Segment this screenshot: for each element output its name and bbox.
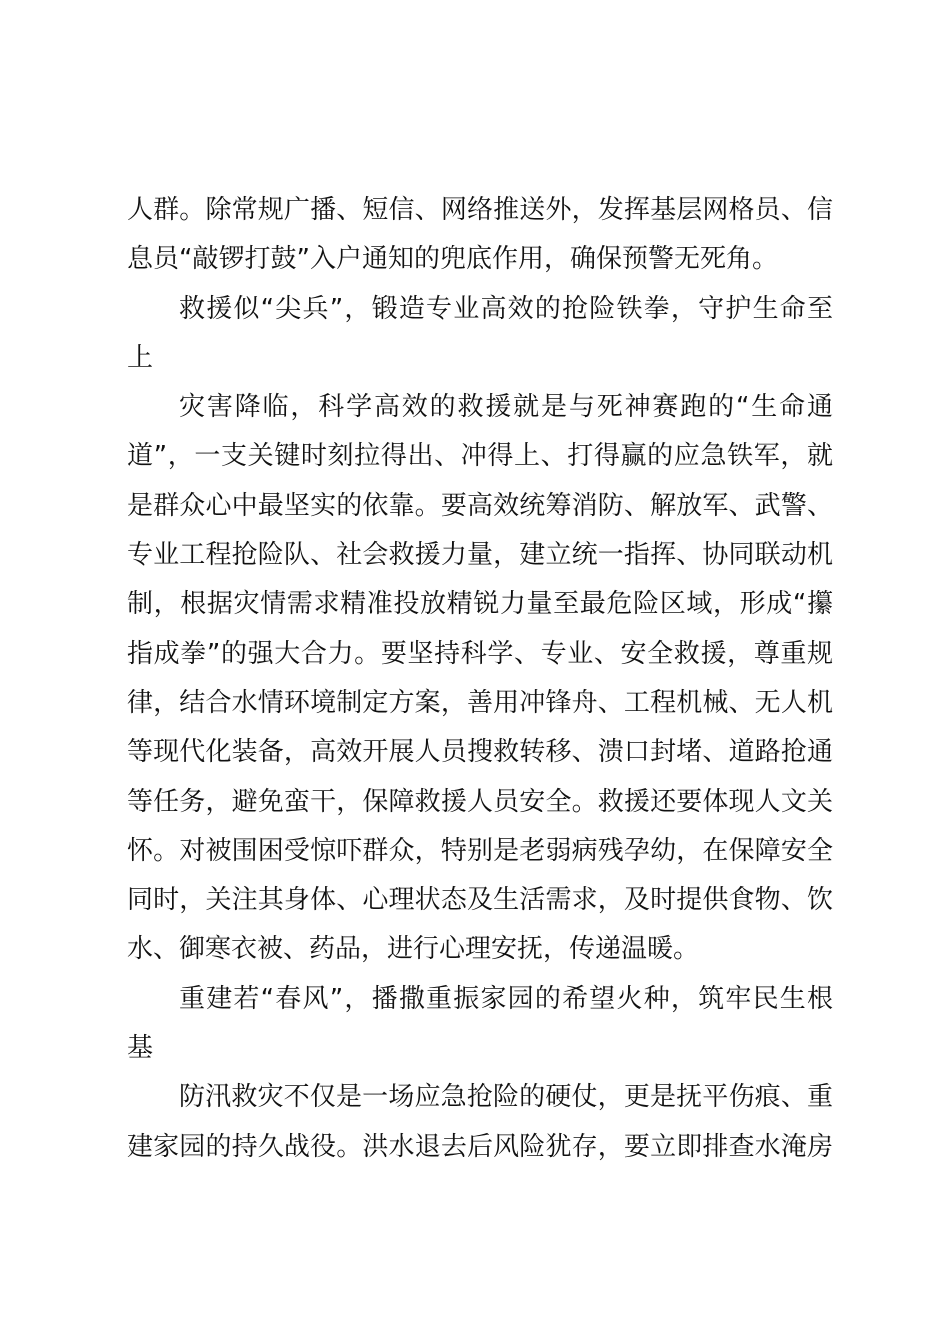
text-line: 制，根据灾情需求精准投放精锐力量至最危险区域，形成“攥 [127, 589, 833, 620]
text-line: 灾害降临，科学高效的救援就是与死神赛跑的“生命通 [179, 392, 833, 423]
text-line: 建家园的持久战役。洪水退去后风险犹存，要立即排查水淹房 [127, 1131, 833, 1162]
text-line: 同时，关注其身体、心理状态及生活需求，及时提供食物、饮 [127, 885, 833, 916]
text-line: 专业工程抢险队、社会救援力量，建立统一指挥、协同联动机 [127, 540, 833, 571]
text-line: 重建若“春风”，播撒重振家园的希望火种，筑牢民生根 [179, 983, 833, 1014]
text-line: 防汛救灾不仅是一场应急抢险的硬仗，更是抚平伤痕、重 [179, 1082, 833, 1113]
text-line: 怀。对被围困受惊吓群众，特别是老弱病残孕幼，在保障安全 [127, 835, 833, 866]
text-line: 是群众心中最坚实的依靠。要高效统筹消防、解放军、武警、 [127, 490, 833, 521]
text-line: 道”，一支关键时刻拉得出、冲得上、打得赢的应急铁军，就 [127, 441, 833, 472]
text-line: 基 [127, 1033, 154, 1064]
text-line: 等现代化装备，高效开展人员搜救转移、溃口封堵、道路抢通 [127, 737, 833, 768]
text-line: 等任务，避免蛮干，保障救援人员安全。救援还要体现人文关 [127, 786, 833, 817]
text-line: 救援似“尖兵”，锻造专业高效的抢险铁拳，守护生命至 [179, 293, 833, 324]
document-body-text [127, 186, 833, 1172]
text-line: 上 [127, 342, 154, 373]
text-line: 指成拳”的强大合力。要坚持科学、专业、安全救援，尊重规 [127, 638, 833, 669]
text-line: 水、御寒衣被、药品，进行心理安抚，传递温暖。 [127, 934, 700, 965]
text-line: 律，结合水情环境制定方案，善用冲锋舟、工程机械、无人机 [127, 687, 833, 718]
text-line: 息员“敲锣打鼓”入户通知的兜底作用，确保预警无死角。 [127, 244, 778, 275]
text-line: 人群。除常规广播、短信、网络推送外，发挥基层网格员、信 [127, 195, 833, 225]
